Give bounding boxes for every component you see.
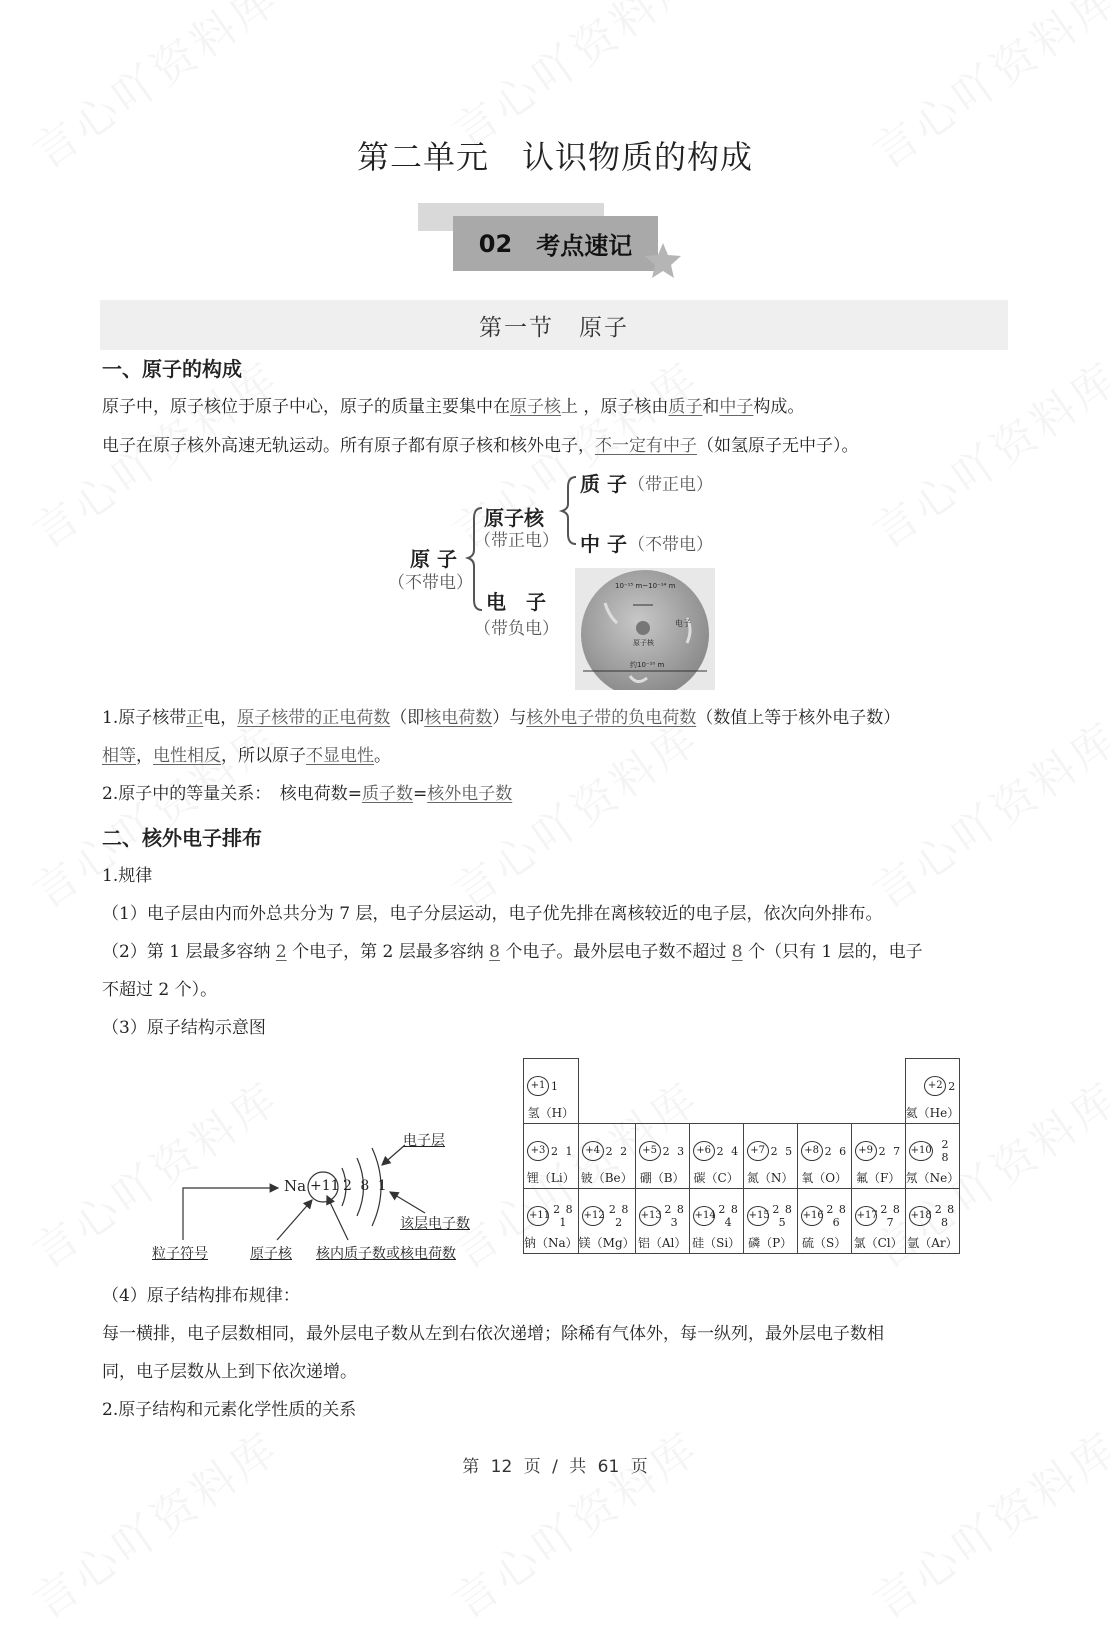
element-cell bbox=[905, 1189, 960, 1254]
watermark bbox=[438, 1413, 711, 1631]
fill-blank: 2 bbox=[275, 942, 287, 962]
element-name: 氩（Ar） bbox=[907, 1236, 958, 1250]
fill-blank: 质子数 bbox=[361, 784, 413, 804]
shells: 2 8 5 bbox=[772, 1203, 793, 1229]
element-name: 碳（C） bbox=[693, 1171, 739, 1185]
shells: 2 8 1 bbox=[553, 1203, 574, 1229]
nucleus: +8 bbox=[801, 1141, 823, 1161]
table-row bbox=[524, 1059, 960, 1124]
shells: 2 8 7 bbox=[880, 1203, 901, 1229]
shells: 2 8 8 bbox=[934, 1203, 956, 1229]
text: 。 bbox=[374, 746, 391, 766]
element-cell bbox=[905, 1124, 960, 1189]
shells: 2 6 bbox=[824, 1144, 849, 1158]
nucleus-size-label: 10⁻¹⁵ m~10⁻¹⁴ m bbox=[615, 582, 676, 590]
element-name: 硫（S） bbox=[802, 1236, 847, 1250]
element-name: 钠（Na） bbox=[524, 1236, 578, 1250]
element-cell bbox=[635, 1124, 689, 1189]
atom-size-label: 约10⁻¹⁰ m bbox=[630, 661, 665, 669]
element-cell bbox=[689, 1189, 743, 1254]
text: 原子中，原子核位于原子中心，原子的质量主要集中在 bbox=[102, 397, 510, 417]
label-nucleus: 原子核 bbox=[250, 1246, 292, 1262]
tree-proton-charge: （带正电） bbox=[628, 475, 713, 495]
element-cell bbox=[524, 1124, 579, 1189]
label-electron-shell: 电子层 bbox=[403, 1133, 445, 1149]
fill-blank: 核电荷数 bbox=[424, 708, 493, 728]
element-name: 铝（Al） bbox=[637, 1236, 687, 1250]
section-title: 第一节 原子 bbox=[479, 314, 629, 341]
element-name: 磷（P） bbox=[748, 1236, 793, 1250]
tree-electron: 电 子 bbox=[486, 590, 546, 614]
tree-root-charge: （不带电） bbox=[388, 573, 473, 593]
nucleus: +7 bbox=[747, 1141, 769, 1161]
empty-cell bbox=[851, 1059, 905, 1124]
shells: 2 1 bbox=[551, 1144, 575, 1158]
point-1-line-2 bbox=[102, 746, 391, 766]
rule-4-line-1: 每一横排，电子层数相同，最外层电子数从左到右依次递增；除稀有气体外，每一纵列，最外层电子数相 bbox=[102, 1324, 884, 1344]
nucleus: +9 bbox=[855, 1141, 877, 1161]
element-cell bbox=[797, 1189, 851, 1254]
shells: 2 8 bbox=[941, 1138, 951, 1164]
element-cell bbox=[743, 1124, 797, 1189]
fill-blank: 原子核 bbox=[510, 397, 561, 417]
unit-title: 第二单元 认识物质的构成 bbox=[356, 138, 753, 176]
nucleus: +4 bbox=[582, 1141, 604, 1161]
shells: 2 2 bbox=[605, 1144, 630, 1158]
tree-nucleus: 原子核 bbox=[484, 506, 544, 530]
element-name: 铍（Be） bbox=[580, 1171, 633, 1185]
element-cell bbox=[635, 1189, 689, 1254]
element-name: 氖（Ne） bbox=[905, 1171, 960, 1185]
text: 构成。 bbox=[753, 397, 805, 417]
shells: 1 bbox=[551, 1079, 560, 1093]
fill-blank: 核外电子带的负电荷数 bbox=[526, 708, 697, 728]
nucleus: +10 bbox=[909, 1141, 933, 1161]
empty-cell bbox=[578, 1059, 635, 1124]
fill-blank: 原子核带的正电荷数 bbox=[237, 708, 391, 728]
element-cell bbox=[851, 1189, 905, 1254]
point-2 bbox=[102, 784, 512, 804]
electron-label: 电子 bbox=[675, 619, 691, 628]
watermark bbox=[18, 1413, 291, 1631]
shells: 2 8 2 bbox=[608, 1203, 630, 1229]
badge-label: 考点速记 bbox=[536, 232, 633, 260]
shells: 2 5 bbox=[770, 1144, 795, 1158]
nucleus: +14 bbox=[693, 1206, 715, 1226]
element-cell bbox=[851, 1124, 905, 1189]
rule-3: （3）原子结构示意图 bbox=[102, 1018, 266, 1038]
text: ）与 bbox=[492, 708, 527, 728]
fill-blank: 不一定有中子 bbox=[595, 436, 697, 456]
element-name: 锂（Li） bbox=[526, 1171, 575, 1185]
shells: 2 bbox=[948, 1079, 958, 1093]
watermark bbox=[858, 1413, 1110, 1631]
text: 2.原子中的等量关系： 核电荷数= bbox=[102, 784, 362, 804]
nucleus: +16 bbox=[801, 1206, 823, 1226]
text: （2）第 1 层最多容纳 bbox=[102, 942, 276, 962]
fill-blank: 相等 bbox=[102, 746, 136, 766]
empty-cell bbox=[743, 1059, 797, 1124]
nucleus: +2 bbox=[924, 1076, 946, 1096]
fill-blank: 8 bbox=[489, 942, 500, 962]
text: ，所以原子 bbox=[221, 746, 306, 766]
shells: 2 8 4 bbox=[718, 1203, 739, 1229]
element-cell bbox=[743, 1189, 797, 1254]
badge-front bbox=[453, 216, 658, 271]
fill-blank: 8 bbox=[731, 942, 743, 962]
text: 1.原子核带 bbox=[102, 708, 187, 728]
page-number: 第 12 页 / 共 61 页 bbox=[462, 1457, 648, 1477]
sodium-structure-diagram bbox=[140, 1120, 490, 1270]
element-cell bbox=[905, 1059, 960, 1124]
shells: 2 8 3 bbox=[664, 1203, 685, 1229]
text: 上 ，原子核由 bbox=[561, 397, 669, 417]
rule-2-line-1 bbox=[102, 942, 923, 962]
table-row bbox=[524, 1124, 960, 1189]
nucleus: +12 bbox=[582, 1206, 604, 1226]
fill-blank: 中子 bbox=[719, 397, 754, 417]
rule-4-heading: （4）原子结构排布规律： bbox=[102, 1286, 300, 1306]
fill-blank: 电性相反 bbox=[153, 746, 221, 766]
text: （数值上等于核外电子数） bbox=[696, 708, 901, 728]
empty-cell bbox=[689, 1059, 743, 1124]
paragraph-electrons bbox=[102, 436, 859, 456]
badge-number: 02 bbox=[478, 229, 513, 258]
section-title-bar bbox=[100, 300, 1008, 350]
shell-electrons: 2 8 1 bbox=[343, 1178, 387, 1194]
text: = bbox=[412, 784, 428, 804]
text: ， bbox=[136, 746, 153, 766]
label-nuclear-charge: 核内质子数或核电荷数 bbox=[316, 1246, 456, 1262]
rule-heading: 1.规律 bbox=[102, 866, 153, 886]
nucleus-label: 原子核 bbox=[633, 639, 654, 647]
fill-blank: 正 bbox=[186, 708, 204, 728]
label-particle-symbol: 粒子符号 bbox=[152, 1246, 208, 1262]
nucleus: +18 bbox=[909, 1206, 931, 1226]
text: （即 bbox=[390, 708, 425, 728]
text: 个电子。最外层电子数不超过 bbox=[499, 942, 732, 962]
watermark bbox=[18, 703, 291, 921]
tree-root: 原 子 bbox=[410, 547, 457, 571]
fill-blank: 不显电性 bbox=[306, 746, 374, 766]
nucleus: +5 bbox=[639, 1141, 661, 1161]
nucleus: +11 bbox=[527, 1206, 549, 1226]
tree-electron-charge: （带负电） bbox=[474, 619, 559, 639]
element-name: 硼（B） bbox=[639, 1171, 685, 1185]
fill-blank: 质子 bbox=[668, 397, 703, 417]
paragraph-nucleus bbox=[102, 397, 804, 417]
rule-2-line-2: 不超过 2 个）。 bbox=[102, 980, 218, 1000]
nucleus: +3 bbox=[527, 1141, 549, 1161]
watermark bbox=[438, 703, 711, 921]
periodic-table bbox=[523, 1058, 960, 1254]
element-cell bbox=[524, 1189, 579, 1254]
tree-nucleus-charge: （带正电） bbox=[474, 531, 559, 551]
element-cell bbox=[797, 1124, 851, 1189]
text: （如氢原子无中子）。 bbox=[697, 436, 859, 456]
rule-4-line-2: 同，电子层数从上到下依次递增。 bbox=[102, 1362, 357, 1382]
element-name: 硅（Si） bbox=[692, 1236, 741, 1250]
element-cell bbox=[578, 1189, 635, 1254]
nucleus: +6 bbox=[693, 1141, 715, 1161]
text: 电子在原子核外高速无轨运动。所有原子都有原子核和核外电子， bbox=[102, 436, 595, 456]
element-name: 镁（Mg） bbox=[578, 1236, 635, 1250]
particle-symbol: Na bbox=[284, 1177, 307, 1195]
point-2-heading: 2.原子结构和元素化学性质的关系 bbox=[102, 1400, 357, 1420]
element-name: 氯（Cl） bbox=[853, 1236, 903, 1250]
nucleus: +17 bbox=[855, 1206, 877, 1226]
watermark bbox=[858, 703, 1110, 921]
watermark bbox=[858, 343, 1110, 561]
element-name: 氧（O） bbox=[801, 1171, 848, 1185]
table-row bbox=[524, 1189, 960, 1254]
text: 个电子，第 2 层最多容纳 bbox=[286, 942, 490, 962]
text: 电， bbox=[203, 708, 238, 728]
point-1-line-1 bbox=[102, 708, 900, 728]
shells: 2 3 bbox=[662, 1144, 687, 1158]
tree-neutron: 中 子 bbox=[580, 532, 627, 556]
heading-electron-arrangement: 二、核外电子排布 bbox=[102, 826, 262, 850]
element-cell bbox=[578, 1124, 635, 1189]
fill-blank: 核外电子数 bbox=[427, 784, 513, 804]
heading-atom-structure: 一、原子的构成 bbox=[102, 357, 242, 381]
nucleus: +15 bbox=[747, 1206, 769, 1226]
element-cell bbox=[524, 1059, 579, 1124]
shells: 2 8 6 bbox=[826, 1203, 847, 1229]
section-badge bbox=[418, 203, 688, 283]
text: 和 bbox=[702, 397, 720, 417]
nucleus-charge: +11 bbox=[310, 1178, 340, 1194]
nucleus: +1 bbox=[527, 1076, 549, 1096]
nucleus: +13 bbox=[639, 1206, 661, 1226]
tree-neutron-charge: （不带电） bbox=[628, 535, 713, 555]
label-shell-count: 该层电子数 bbox=[400, 1216, 470, 1232]
shells: 2 7 bbox=[878, 1144, 903, 1158]
tree-proton: 质 子 bbox=[580, 472, 627, 496]
element-name: 氢（H） bbox=[527, 1106, 575, 1120]
element-name: 氦（He） bbox=[905, 1106, 960, 1120]
shells: 2 4 bbox=[716, 1144, 741, 1158]
rule-1: （1）电子层由内而外总共分为 7 层，电子分层运动，电子优先排在离核较近的电子层，依次向外排布。 bbox=[102, 904, 883, 924]
element-name: 氮（N） bbox=[746, 1171, 794, 1185]
empty-cell bbox=[635, 1059, 689, 1124]
text: 个（只有 1 层的，电子 bbox=[742, 942, 923, 962]
atom-sphere-image bbox=[575, 568, 715, 690]
star-icon bbox=[643, 241, 683, 281]
element-name: 氟（F） bbox=[855, 1171, 901, 1185]
element-cell bbox=[689, 1124, 743, 1189]
empty-cell bbox=[797, 1059, 851, 1124]
